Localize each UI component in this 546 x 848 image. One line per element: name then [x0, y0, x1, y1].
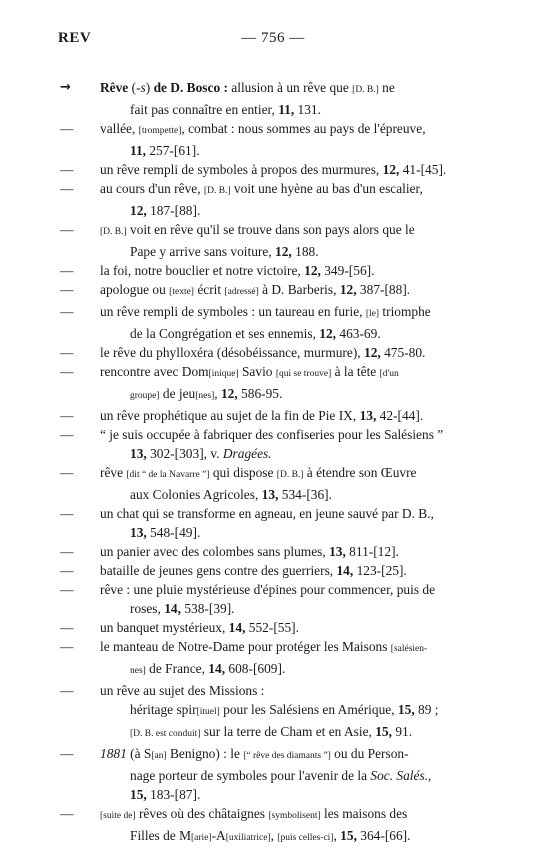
editorial-insertion: [salésien-	[390, 644, 428, 654]
running-head: REV	[58, 30, 92, 46]
bold-run: 11,	[278, 102, 295, 117]
entry-line	[100, 463, 480, 485]
text-run: 387-[88].	[356, 282, 411, 297]
editorial-insertion: [qui se trouve]	[275, 369, 332, 379]
editorial-insertion: [D. B.]	[203, 186, 231, 196]
bold-run: 12,	[364, 345, 381, 360]
bold-run: 12,	[304, 263, 321, 278]
text-run: les maisons des	[320, 806, 408, 821]
text-run: 534-[36].	[278, 487, 332, 502]
editorial-insertion: [uxiliatrice]	[225, 833, 271, 843]
bold-run: de D. Bosco :	[153, 80, 228, 95]
entry-dash: —	[60, 121, 74, 136]
entry-line	[100, 343, 480, 362]
entry-dash: —	[60, 582, 74, 597]
text-run: Savio	[238, 364, 276, 379]
bold-run: 12,	[382, 162, 400, 177]
text-run: ou du Person-	[330, 746, 409, 761]
entry-line	[100, 160, 480, 179]
index-entry	[60, 119, 480, 160]
text-run: 364-[66].	[356, 828, 411, 843]
text-run: rencontre avec Dom	[100, 364, 209, 379]
entry-continuation-line	[100, 100, 480, 119]
entry-continuation-line	[100, 384, 480, 406]
text-run: 463-69.	[336, 326, 381, 341]
text-run: “ je suis occupée à fabriquer des confiseries pour les Salésiens ”	[100, 427, 444, 442]
text-run: ne	[378, 80, 395, 95]
text-run: ,	[214, 386, 221, 401]
text-run: de France,	[145, 661, 209, 676]
entry-dash: —	[60, 304, 74, 319]
entry-line	[100, 220, 480, 242]
text-run: 89 ;	[414, 702, 439, 717]
entry-line	[100, 261, 480, 280]
text-run: 91.	[391, 724, 413, 739]
editorial-insertion: [suite de]	[100, 811, 136, 821]
text-run: un rêve prophétique au sujet de la fin de Pie IX,	[100, 408, 360, 423]
entry-dash: —	[60, 222, 74, 237]
bold-run: 15,	[130, 787, 147, 802]
bold-run: 12,	[275, 244, 292, 259]
text-run: roses,	[130, 601, 165, 616]
text-run: à la tête	[331, 364, 380, 379]
index-entry	[60, 542, 480, 561]
text-run: 41-[45].	[399, 162, 447, 177]
bold-run: 13,	[130, 525, 147, 540]
editorial-insertion: [D. B.]	[352, 85, 379, 95]
text-run: héritage spir	[130, 702, 197, 717]
entry-line	[100, 406, 480, 425]
editorial-insertion: [trompette]	[138, 126, 182, 136]
entry-dash: —	[60, 563, 74, 578]
index-entry	[60, 504, 480, 542]
text-run: un banquet mystérieux,	[100, 620, 229, 635]
bold-run: 12,	[319, 326, 337, 341]
text-run: 187-[88].	[146, 203, 201, 218]
entry-dash: —	[60, 408, 74, 423]
italic-run: Dragées.	[222, 446, 272, 461]
index-entry	[60, 425, 480, 463]
text-run: à étendre son Œuvre	[303, 465, 417, 480]
bold-run: 14,	[228, 620, 246, 635]
bold-run: 12,	[220, 386, 238, 401]
entry-line	[100, 561, 480, 580]
bold-run: 14,	[336, 563, 354, 578]
text-run: 188.	[291, 244, 319, 259]
entry-dash: —	[60, 806, 74, 821]
entry-line	[100, 504, 480, 523]
text-run: , combat : nous sommes au pays de l'épreuve,	[181, 121, 426, 136]
index-entry	[60, 179, 480, 220]
entry-dash: —	[60, 620, 74, 635]
text-run: pour les Salésiens en Amérique,	[219, 702, 398, 717]
index-entry	[60, 362, 480, 406]
text-run: bataille de jeunes gens contre des guerriers,	[100, 563, 337, 578]
bold-run: 13,	[359, 408, 377, 423]
bold-run: 13,	[130, 446, 147, 461]
text-run: voit en rêve qu'il se trouve dans son pays alors que le	[126, 222, 415, 237]
bold-run: 13,	[261, 487, 279, 502]
text-run: de la Congrégation et ses ennemis,	[130, 326, 320, 341]
entry-line	[100, 362, 480, 384]
text-run: ,	[333, 828, 341, 843]
index-entry	[60, 343, 480, 362]
entry-line	[100, 637, 480, 659]
text-run: au cours d'un rêve,	[100, 181, 204, 196]
text-run: 608-[609].	[225, 661, 286, 676]
editorial-insertion: [an]	[151, 751, 167, 761]
page-number: — 756 —	[241, 30, 305, 46]
index-entry	[60, 637, 480, 681]
entry-dash: —	[60, 465, 74, 480]
text-run: aux Colonies Agricoles,	[130, 487, 262, 502]
text-run: Benigno) : le	[166, 746, 244, 761]
text-run: triomphe	[379, 304, 431, 319]
entry-line	[100, 179, 480, 201]
italic-run: -s	[136, 80, 146, 95]
text-run: 548-[49].	[146, 525, 201, 540]
text-run: allusion à un rêve que	[227, 80, 353, 95]
entry-dash: —	[60, 364, 74, 379]
text-run: rêve : une pluie mystérieuse d'épines pour commencer, puis de	[100, 582, 436, 597]
text-run: voit une hyène au bas d'un escalier,	[230, 181, 423, 196]
editorial-insertion: [texte]	[169, 287, 194, 297]
index-entry	[60, 618, 480, 637]
text-run: 42-[44].	[376, 408, 424, 423]
text-run: -A	[211, 828, 226, 843]
text-run: un rêve rempli de symboles à propos des murmures,	[100, 162, 383, 177]
entry-dash: —	[60, 506, 74, 521]
text-run: 475-80.	[380, 345, 426, 360]
entry-line	[100, 302, 480, 324]
bold-run: 15,	[340, 828, 357, 843]
entry-line	[100, 618, 480, 637]
index-entry	[60, 280, 480, 302]
text-run: la foi, notre bouclier et notre victoire,	[100, 263, 305, 278]
text-run: 586-95.	[237, 386, 283, 401]
text-run: sur la terre de Cham et en Asie,	[200, 724, 376, 739]
text-run: écrit	[193, 282, 225, 297]
editorial-insertion: [inique]	[208, 369, 239, 379]
page-header	[58, 30, 488, 50]
entry-dash: —	[60, 181, 74, 196]
entry-dash: —	[60, 746, 74, 761]
index-entry	[60, 406, 480, 425]
index-entry	[60, 744, 480, 804]
index-entry	[60, 681, 480, 744]
entry-continuation-line	[100, 766, 480, 785]
text-run: vallée,	[100, 121, 139, 136]
editorial-insertion: [“ rêve des diamants ”]	[243, 751, 331, 761]
text-run: le manteau de Notre-Dame pour protéger les Maisons	[100, 639, 391, 654]
text-run: 552-[55].	[245, 620, 299, 635]
text-run: un rêve au sujet des Missions :	[100, 683, 265, 698]
text-run: (à S	[126, 746, 152, 761]
entry-dash: —	[60, 427, 74, 442]
index-entries	[60, 78, 480, 848]
entry-continuation-line	[100, 324, 480, 343]
index-entry	[60, 160, 480, 179]
text-run: Filles de M	[130, 828, 192, 843]
text-run: 302-[303], v.	[146, 446, 223, 461]
bold-run: 11,	[130, 143, 146, 158]
text-run: un panier avec des colombes sans plumes,	[100, 544, 330, 559]
text-run: 123-[25].	[353, 563, 407, 578]
entry-continuation-line	[100, 523, 480, 542]
text-run: Pape y arrive sans voiture,	[130, 244, 276, 259]
text-run: nage porteur de symboles pour l'avenir de la	[130, 768, 371, 783]
entry-line	[100, 744, 480, 766]
editorial-insertion: nes]	[130, 666, 146, 676]
text-run: 811-[12].	[345, 544, 399, 559]
text-run: 131.	[294, 102, 321, 117]
editorial-insertion: [D. B.]	[100, 227, 127, 237]
arrow-icon: →	[60, 80, 71, 95]
editorial-insertion: [ituel]	[196, 707, 220, 717]
italic-run: 1881	[100, 746, 127, 761]
text-run: fait pas connaître en entier,	[130, 102, 279, 117]
entry-line	[100, 580, 480, 599]
entry-dash: —	[60, 683, 74, 698]
entry-line	[100, 280, 480, 302]
index-entry	[60, 302, 480, 343]
text-run: ,	[428, 768, 432, 783]
text-run: 257-[61].	[146, 143, 200, 158]
entry-dash: —	[60, 345, 74, 360]
editorial-insertion: [symbolisent]	[268, 811, 321, 821]
entry-dash: —	[60, 282, 74, 297]
editorial-insertion: [dit “ de la Navarre ”]	[126, 470, 210, 480]
index-entry	[60, 804, 480, 848]
entry-line	[100, 78, 480, 100]
entry-line	[100, 119, 480, 141]
index-entry	[60, 220, 480, 261]
editorial-insertion: [D. B. est conduit]	[130, 729, 201, 739]
entry-continuation-line	[100, 444, 480, 463]
bold-run: 12,	[339, 282, 357, 297]
text-run: un chat qui se transforme en agneau, en jeune sauvé par D. B.,	[100, 506, 434, 521]
text-run: qui dispose	[209, 465, 277, 480]
bold-run: 14,	[164, 601, 181, 616]
text-run: )	[145, 80, 154, 95]
bold-run: 15,	[397, 702, 415, 717]
entry-continuation-line	[100, 700, 480, 722]
entry-continuation-line	[100, 141, 480, 160]
editorial-insertion: [le]	[365, 309, 380, 319]
editorial-insertion: [d'un	[379, 369, 399, 379]
text-run: rêves où des châtaignes	[135, 806, 269, 821]
entry-continuation-line	[100, 242, 480, 261]
text-run: rêve	[100, 465, 127, 480]
entry-dash: —	[60, 263, 74, 278]
entry-line	[100, 681, 480, 700]
entry-line	[100, 425, 480, 444]
bold-run: 13,	[329, 544, 346, 559]
entry-continuation-line	[100, 826, 480, 848]
bold-run: Rêve	[100, 80, 129, 95]
entry-line	[100, 542, 480, 561]
text-run: de jeu	[159, 386, 196, 401]
bold-run: 15,	[375, 724, 392, 739]
text-run: 183-[87].	[146, 787, 201, 802]
index-entry	[60, 561, 480, 580]
entry-continuation-line	[100, 599, 480, 618]
entry-continuation-line	[100, 201, 480, 220]
italic-run: Soc. Salés.	[370, 768, 429, 783]
editorial-insertion: [puis celles-ci]	[277, 833, 334, 843]
text-run: 538-[39].	[180, 601, 235, 616]
text-run: ,	[270, 828, 278, 843]
entry-continuation-line	[100, 785, 480, 804]
entry-dash: —	[60, 544, 74, 559]
index-entry	[60, 78, 480, 119]
entry-dash: —	[60, 639, 74, 654]
text-run: (	[128, 80, 137, 95]
text-run: 349-[56].	[320, 263, 375, 278]
text-run: un rêve rempli de symboles : un taureau en furie,	[100, 304, 366, 319]
editorial-insertion: [arie]	[191, 833, 212, 843]
bold-run: 12,	[130, 203, 147, 218]
entry-line	[100, 804, 480, 826]
entry-continuation-line	[100, 485, 480, 504]
entry-continuation-line	[100, 722, 480, 744]
text-run: le rêve du phylloxéra (désobéissance, murmure),	[100, 345, 364, 360]
editorial-insertion: groupe]	[130, 391, 160, 401]
editorial-insertion: [nes]	[195, 391, 215, 401]
editorial-insertion: [D. B.]	[276, 470, 304, 480]
editorial-insertion: [adressé]	[224, 287, 259, 297]
index-entry	[60, 580, 480, 618]
index-entry	[60, 261, 480, 280]
entry-dash: —	[60, 162, 74, 177]
bold-run: 14,	[208, 661, 226, 676]
entry-continuation-line	[100, 659, 480, 681]
index-entry	[60, 463, 480, 504]
text-run: à D. Barberis,	[258, 282, 340, 297]
text-run: apologue ou	[100, 282, 170, 297]
